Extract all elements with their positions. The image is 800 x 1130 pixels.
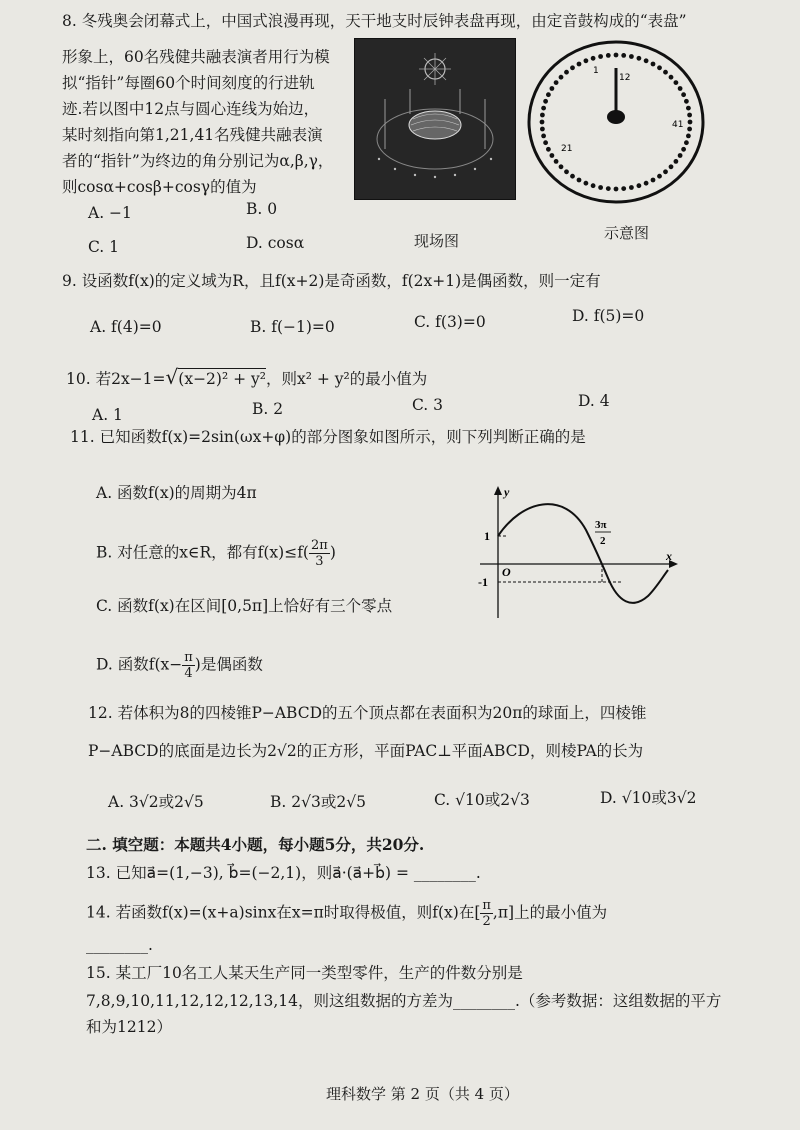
dial-dot bbox=[614, 53, 619, 58]
graph-y-label: y bbox=[504, 485, 510, 499]
photo-caption: 现场图 bbox=[414, 232, 460, 250]
dial-dot bbox=[687, 113, 692, 118]
dial-dot bbox=[621, 53, 626, 58]
q11-option-d bbox=[96, 650, 263, 681]
q8-option-b: B. 0 bbox=[246, 200, 278, 218]
q8-line6: 者的“指针”为终边的角分别记为α,β,γ， bbox=[62, 152, 334, 170]
dial-label-1: 1 bbox=[593, 66, 599, 76]
dial-dot bbox=[678, 153, 683, 158]
dial-dot bbox=[687, 127, 692, 132]
q8-option-c: C. 1 bbox=[88, 238, 120, 256]
q9-stem: 9. 设函数f(x)的定义域为R，且f(x+2)是奇函数，f(2x+1)是偶函数，则一定有 bbox=[62, 272, 601, 290]
diagram-caption: 示意图 bbox=[604, 224, 650, 242]
q10-option-b: B. 2 bbox=[252, 400, 284, 418]
q8-line3: 拟“指针”每圈60个时间刻度的行进轨 bbox=[62, 74, 315, 92]
dial-dot bbox=[614, 187, 619, 192]
q8-option-a: A. −1 bbox=[88, 204, 132, 222]
dial-dot bbox=[681, 147, 686, 152]
q11-d-end: )是偶函数 bbox=[194, 655, 263, 674]
dial-dot bbox=[663, 169, 668, 174]
sqrt-sign: √ bbox=[165, 365, 179, 389]
q9-option-a: A. f(4)=0 bbox=[90, 318, 162, 336]
sine-graph bbox=[472, 478, 682, 628]
clock-dial-diagram bbox=[526, 36, 712, 212]
q11-d-fraction bbox=[182, 650, 195, 681]
dial-dot bbox=[540, 113, 545, 118]
dial-dot bbox=[591, 56, 596, 61]
q13-stem: 13. 已知a⃗=(1,−3), b⃗=(−2,1)，则a⃗·(a⃗+b⃗) = ________. bbox=[86, 864, 481, 882]
q10-stem bbox=[66, 366, 427, 390]
dial-dot bbox=[577, 62, 582, 67]
dial-dot bbox=[554, 80, 559, 85]
dial-dot bbox=[598, 54, 603, 59]
dial-dot bbox=[546, 92, 551, 97]
q15-line1: 15. 某工厂10名工人某天生产同一类型零件，生产的件数分别是 bbox=[86, 964, 523, 982]
dial-dot bbox=[688, 120, 693, 125]
dial-label-41: 41 bbox=[672, 120, 684, 130]
q10-radicand: (x−2)² + y² bbox=[178, 370, 266, 388]
q15-line2: 7,8,9,10,11,12,12,12,13,14，则这组数据的方差为________.（参考数据：这组数据的平方 bbox=[86, 992, 722, 1010]
q14-fraction bbox=[480, 898, 493, 929]
q8-line4: 迹.若以图中12点与圆心连线为始边， bbox=[62, 100, 320, 118]
q12-line1: 12. 若体积为8的四棱锥P−ABCD的五个顶点都在表面积为20π的球面上，四棱锥 bbox=[88, 704, 647, 722]
dial-dot bbox=[540, 127, 545, 132]
dial-dot bbox=[541, 134, 546, 139]
dial-dot bbox=[550, 153, 555, 158]
q15-line3: 和为1212） bbox=[86, 1018, 172, 1036]
q9-option-d: D. f(5)=0 bbox=[572, 307, 645, 325]
dial-dot bbox=[686, 106, 691, 111]
q14-stem-start: 14. 若函数f(x)=(x+a)sinx在x=π时取得极值，则f(x)在[ bbox=[86, 903, 481, 922]
dial-dot bbox=[657, 65, 662, 70]
dial-dot bbox=[543, 99, 548, 104]
dial-dot bbox=[651, 62, 656, 67]
graph-tick-den: 2 bbox=[600, 535, 606, 547]
q11-option-b bbox=[96, 538, 336, 569]
page-footer: 理科数学 第 2 页（共 4 页） bbox=[326, 1085, 519, 1103]
dial-dot bbox=[684, 99, 689, 104]
q12-option-b: B. 2√3或2√5 bbox=[270, 793, 366, 811]
q12-option-a: A. 3√2或2√5 bbox=[108, 793, 204, 811]
graph-tick-minus-1: -1 bbox=[478, 575, 488, 589]
dial-label-21: 21 bbox=[561, 144, 573, 154]
ceremony-photo bbox=[354, 38, 516, 200]
dial-dot bbox=[686, 134, 691, 139]
graph-origin: O bbox=[502, 565, 511, 579]
q8-line2: 形象上，60名残健共融表演者用行为模 bbox=[62, 48, 330, 66]
q10-stem-start: 10. 若2x−1= bbox=[66, 370, 166, 388]
dial-dot bbox=[591, 183, 596, 188]
q11-d-num: π bbox=[184, 650, 193, 665]
dial-dot bbox=[570, 174, 575, 179]
q12-option-c: C. √10或2√3 bbox=[434, 791, 530, 809]
q14-frac-den: 2 bbox=[482, 914, 491, 929]
dial-dot bbox=[606, 53, 611, 58]
dial-dot bbox=[540, 120, 545, 125]
q11-stem: 11. 已知函数f(x)=2sin(ωx+φ)的部分图象如图所示，则下列判断正确的是 bbox=[70, 428, 586, 446]
section-heading: 二. 填空题：本题共4小题，每小题5分，共20分. bbox=[86, 835, 425, 854]
dial-label-12: 12 bbox=[619, 73, 631, 83]
q11-b-end: ) bbox=[329, 543, 336, 562]
graph-tick-1: 1 bbox=[484, 529, 490, 543]
graph-x-label: x bbox=[666, 549, 672, 563]
q10-option-d: D. 4 bbox=[578, 392, 610, 410]
dial-dot bbox=[598, 185, 603, 190]
q14-stem bbox=[86, 898, 607, 929]
q10-option-c: C. 3 bbox=[412, 396, 444, 414]
dial-dot bbox=[550, 86, 555, 91]
dial-dot bbox=[657, 174, 662, 179]
q11-option-c: C. 函数f(x)在区间[0,5π]上恰好有三个零点 bbox=[96, 597, 393, 615]
dial-dot bbox=[577, 178, 582, 183]
dial-dot bbox=[541, 106, 546, 111]
dial-dot bbox=[584, 181, 589, 186]
q14-frac-num: π bbox=[482, 898, 491, 913]
dial-dot bbox=[570, 65, 575, 70]
q11-b-fraction bbox=[309, 538, 330, 569]
dial-dot bbox=[669, 75, 674, 80]
dial-dot bbox=[651, 178, 656, 183]
q12-line2: P−ABCD的底面是边长为2√2的正方形，平面PAC⊥平面ABCD，则棱PA的长为 bbox=[88, 742, 644, 760]
dial-dot bbox=[644, 181, 649, 186]
dial-dot bbox=[684, 140, 689, 145]
dial-dot bbox=[629, 185, 634, 190]
dial-dot bbox=[584, 58, 589, 63]
dial-dot bbox=[564, 169, 569, 174]
dial-dot bbox=[554, 159, 559, 164]
q11-b-den: 3 bbox=[315, 554, 324, 569]
dial-dot bbox=[543, 140, 548, 145]
q14-answer-blank: ________. bbox=[86, 936, 153, 954]
dial-dot bbox=[637, 56, 642, 61]
q8-line5: 某时刻指向第1,21,41名残健共融表演 bbox=[62, 126, 323, 144]
q8-line7: 则cosα+cosβ+cosγ的值为 bbox=[62, 178, 257, 196]
dial-dot bbox=[606, 186, 611, 191]
dial-dot bbox=[559, 164, 564, 169]
dial-dot bbox=[621, 186, 626, 191]
q9-option-b: B. f(−1)=0 bbox=[250, 318, 335, 336]
dial-dot bbox=[678, 86, 683, 91]
q11-d-den: 4 bbox=[184, 666, 193, 681]
q11-b-num: 2π bbox=[310, 538, 328, 553]
q9-option-c: C. f(3)=0 bbox=[414, 313, 486, 331]
q12-option-d: D. √10或3√2 bbox=[600, 789, 697, 807]
q10-stem-end: ，则x² + y²的最小值为 bbox=[266, 370, 428, 388]
q8-option-d: D. cosα bbox=[246, 234, 305, 252]
q11-b-start: B. 对任意的x∈R，都有f(x)≤f( bbox=[96, 543, 309, 562]
dial-dot bbox=[674, 159, 679, 164]
dial-dot bbox=[669, 164, 674, 169]
graph-tick-num: 3π bbox=[595, 519, 607, 531]
dial-dot bbox=[644, 58, 649, 63]
dial-dot bbox=[629, 54, 634, 59]
dial-dot bbox=[674, 80, 679, 85]
q11-d-start: D. 函数f(x− bbox=[96, 655, 183, 674]
dial-dot bbox=[546, 147, 551, 152]
q11-option-a: A. 函数f(x)的周期为4π bbox=[96, 484, 257, 502]
q14-stem-end: ,π]上的最小值为 bbox=[492, 903, 608, 922]
q8-line1: 8. 冬残奥会闭幕式上，中国式浪漫再现，天干地支时辰钟表盘再现，由定音鼓构成的“表盘” bbox=[62, 12, 687, 30]
dial-dot bbox=[663, 70, 668, 75]
q10-option-a: A. 1 bbox=[92, 406, 123, 424]
dial-dot bbox=[637, 183, 642, 188]
dial-dot bbox=[564, 70, 569, 75]
dial-dot bbox=[559, 75, 564, 80]
dial-dot bbox=[681, 92, 686, 97]
